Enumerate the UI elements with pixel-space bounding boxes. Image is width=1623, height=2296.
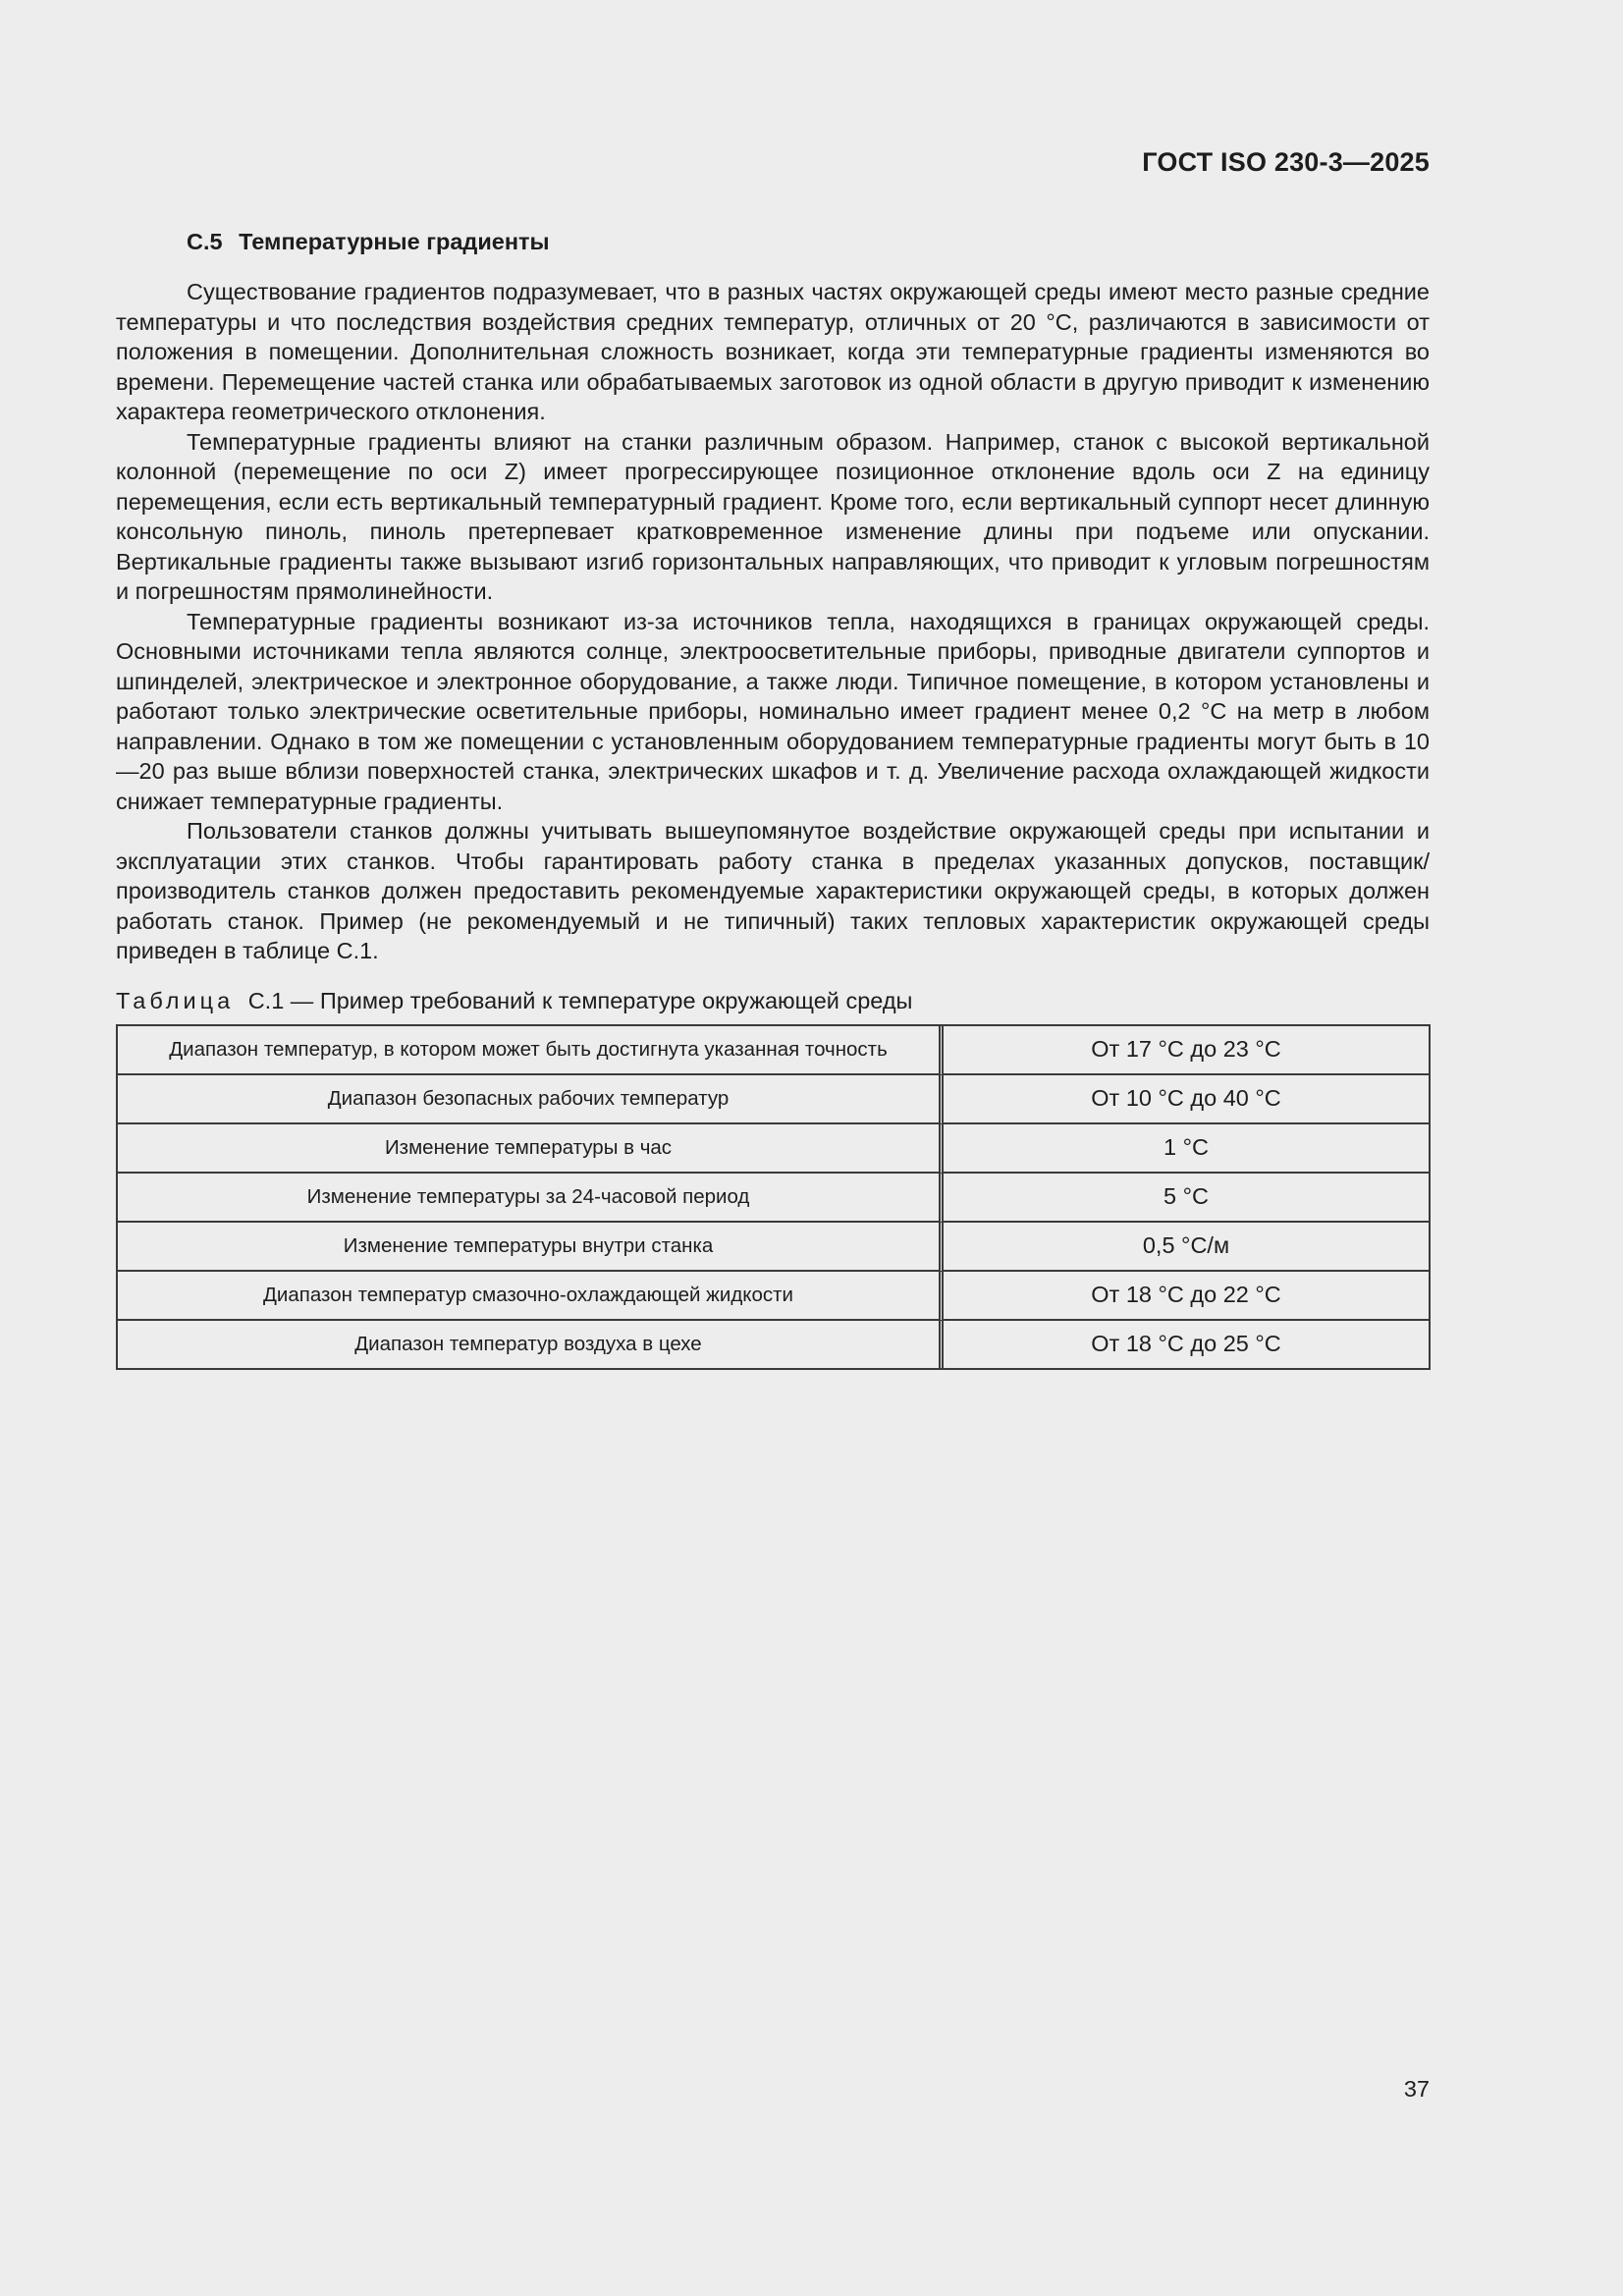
table-row xyxy=(118,1026,1429,1075)
paragraph-3: Температурные градиенты возникают из-за источников тепла, находящихся в границах окружающей среды. Основными источниками тепла являются солнце, электроосветительные приборы, приводные двигатели суппортов и шпинделей, электрическое и электронное оборудование, а также люди. Типичное помещение, в котором установлены и работают только электрические осветительные приборы, номинально имеет градиент менее 0,2 °C на метр в любом направлении. Однако в том же помещении с установленным оборудованием температурные градиенты могут быть в 10—20 раз выше вблизи поверхностей станка, электрических шкафов и т. д. Увеличение расхода охлаждающей жидкости снижает температурные градиенты. xyxy=(116,608,1430,814)
table-cell-value: 1 °C xyxy=(944,1124,1429,1174)
table-row xyxy=(118,1223,1429,1272)
temperature-requirements-table xyxy=(116,1024,1431,1370)
table-cell-parameter: Диапазон температур воздуха в цехе xyxy=(118,1321,944,1368)
table-cell-value: 5 °C xyxy=(944,1174,1429,1223)
table-row xyxy=(118,1075,1429,1124)
section-heading xyxy=(187,224,1430,259)
table-caption-label: Таблица xyxy=(116,987,235,1013)
table-cell-parameter: Диапазон температур смазочно-охлаждающей жидкости xyxy=(118,1272,944,1321)
table-row xyxy=(118,1174,1429,1223)
table-caption xyxy=(116,986,1430,1015)
table-row xyxy=(118,1272,1429,1321)
table-cell-parameter: Изменение температуры за 24-часовой период xyxy=(118,1174,944,1223)
section-number: C.5 xyxy=(187,229,223,254)
table-caption-text: C.1 — Пример требований к температуре окружающей среды xyxy=(247,987,913,1013)
table-cell-value: 0,5 °C/м xyxy=(944,1223,1429,1272)
table-cell-value: От 18 °C до 25 °C xyxy=(1091,1331,1281,1356)
document-code-header: ГОСТ ISO 230-3—2025 xyxy=(1142,147,1430,177)
table-row xyxy=(118,1321,1429,1368)
table-cell-value: От 17 °C до 23 °C xyxy=(944,1026,1429,1075)
table-row xyxy=(118,1124,1429,1174)
page-number: 37 xyxy=(1403,2076,1430,2102)
table-cell-value: От 18 °C до 22 °C xyxy=(944,1272,1429,1321)
table-cell-value: От 10 °C до 40 °C xyxy=(944,1075,1429,1124)
section-title: Температурные градиенты xyxy=(239,229,550,254)
table-cell-parameter: Изменение температуры в час xyxy=(118,1124,944,1174)
table-cell-parameter: Изменение температуры внутри станка xyxy=(118,1223,944,1272)
table-cell-parameter: Диапазон температур, в котором может быть достигнута указанная точность xyxy=(118,1026,944,1075)
paragraph-2: Температурные градиенты влияют на станки различным образом. Например, станок с высокой вертикальной колонной (перемещение по оси Z) имеет прогрессирующее позиционное отклонение вдоль оси Z на единицу перемещения, если есть вертикальный температурный градиент. Кроме того, если вертикальный суппорт несет длинную консольную пиноль, пиноль претерпевает кратковременное изменение длины при подъеме или опускании. Вертикальные градиенты также вызывают изгиб горизонтальных направляющих, что приводит к угловым погрешностям и погрешностям прямолинейности. xyxy=(116,428,1430,604)
paragraph-4: Пользователи станков должны учитывать вышеупомянутое воздействие окружающей среды при испытании и эксплуатации этих станков. Чтобы гарантировать работу станка в пределах указанных допусков, поставщик/производитель станков должен предоставить рекомендуемые характеристики окружающей среды, в которых должен работать станок. Пример (не рекомендуемый и не типичный) таких тепловых характеристик окружающей среды приведен в таблице C.1. xyxy=(116,818,1430,963)
paragraph-1: Существование градиентов подразумевает, что в разных частях окружающей среды имеют место разные средние температуры и что последствия воздействия средних температур, отличных от 20 °C, различаются в зависимости от положения в помещении. Дополнительная сложность возникает, когда эти температурные градиенты изменяются во времени. Перемещение частей станка или обрабатываемых заготовок из одной области в другую приводит к изменению характера геометрического отклонения. xyxy=(116,279,1430,424)
table-cell-parameter: Диапазон безопасных рабочих температур xyxy=(118,1075,944,1124)
page-content xyxy=(116,224,1430,1370)
